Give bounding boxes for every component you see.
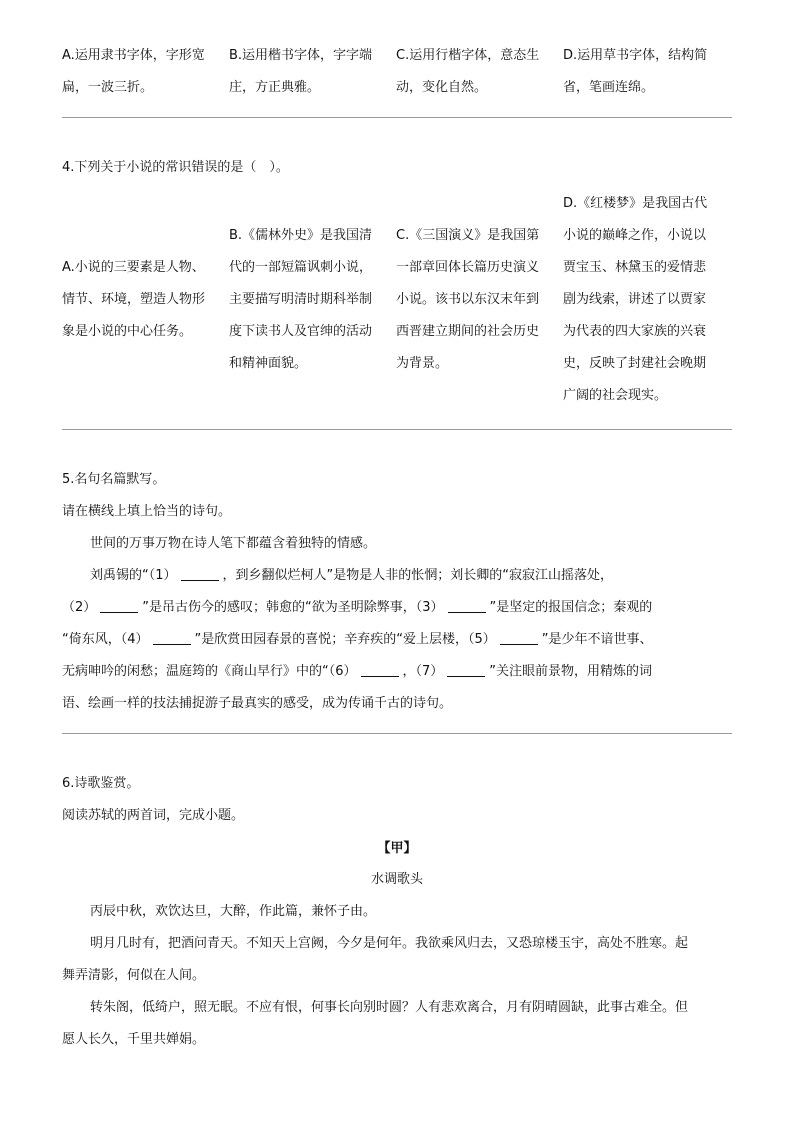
q6-title: 6.诗歌鉴赏。 xyxy=(62,776,140,791)
q5-passage-line: 刘禹锡的“（1） ，到乡翻似烂柯人”是物是人非的怅惘；刘长卿的“寂寂江山摇落处， xyxy=(90,568,613,583)
answer-blank-4[interactable] xyxy=(153,630,191,645)
answer-blank-5[interactable] xyxy=(500,630,538,645)
q5-instruction: 请在横线上填上恰当的诗句。 xyxy=(62,504,232,519)
answer-blank-1[interactable] xyxy=(181,566,219,581)
q4-option-d[interactable]: D.《红楼梦》是我国古代 小说的巅峰之作，小说以 贾宝玉、林黛玉的爱情悲 剧为线索，讲述了以贾家 为代表的四大家族的兴衰 史，反映了封建社会晚期 广阔的社会现实。 xyxy=(563,196,708,403)
q3-option-a[interactable]: A.运用隶书字体，字形宽 扁，一波三折。 xyxy=(62,48,205,95)
q5-passage-line: （2） ”是吊古伤今的感叹；韩愈的“欲为圣明除弊事，（3） ”是坚定的报国信念；秦观的 xyxy=(62,600,653,615)
q5-intro: 世间的万事万物在诗人笔下都蕴含着独特的情感。 xyxy=(90,536,377,551)
q3-option-b[interactable]: B.运用楷书字体，字字端 庄，方正典雅。 xyxy=(229,48,373,95)
q3-option-d[interactable]: D.运用草书字体，结构简 省，笔画连绵。 xyxy=(563,48,708,95)
q3-options xyxy=(62,40,732,104)
q4-options xyxy=(62,188,732,412)
poem-line: 舞弄清影，何似在人间。 xyxy=(62,968,206,983)
q5-title: 5.名句名篇默写。 xyxy=(62,472,166,487)
answer-blank-3[interactable] xyxy=(448,598,486,613)
answer-blank-2[interactable] xyxy=(100,598,138,613)
poem-preface: 丙辰中秋，欢饮达旦，大醉，作此篇，兼怀子由。 xyxy=(90,904,377,919)
poem-label: 【甲】 xyxy=(377,841,417,856)
poem-line: 明月几时有，把酒问青天。不知天上宫阙，今夕是何年。我欲乘风归去，又恐琼楼玉宇，高处不胜寒。起 xyxy=(90,936,689,951)
q4-option-c[interactable]: C.《三国演义》是我国第 一部章回体长篇历史演义 小说。该书以东汉末年到 西晋建立期间的社会历史 为背景。 xyxy=(396,228,540,371)
q4-option-a[interactable]: A.小说的三要素是人物、 情节、环境，塑造人物形 象是小说的中心任务。 xyxy=(62,260,206,339)
answer-blank-6[interactable] xyxy=(361,662,399,677)
q5-passage-line: “倚东风，（4） ”是欣赏田园春景的喜悦；辛弃疾的“爱上层楼，（5） ”是少年不谙世事、 xyxy=(62,632,653,647)
q6-instruction: 阅读苏轼的两首词，完成小题。 xyxy=(62,808,245,823)
poem-title: 水调歌头 xyxy=(370,872,423,887)
divider xyxy=(62,429,732,430)
q5-passage-line: 无病呻吟的闲愁；温庭筠的《商山早行》中的“（6） ，（7） ”关注眼前景物，用精炼的词 xyxy=(62,664,653,679)
q3-option-c[interactable]: C.运用行楷字体，意态生 动，变化自然。 xyxy=(396,48,540,95)
answer-blank-7[interactable] xyxy=(447,662,485,677)
q4-stem: 4.下列关于小说的常识错误的是（ ）。 xyxy=(62,160,289,175)
poem-line: 转朱阁，低绮户，照无眠。不应有恨，何事长向别时圆？人有悲欢离合，月有阴晴圆缺，此事古难全。但 xyxy=(90,1000,689,1015)
poem-line: 愿人长久，千里共婵娟。 xyxy=(62,1032,206,1047)
q5-passage-line: 语、绘画一样的技法捕捉游子最真实的感受，成为传诵千古的诗句。 xyxy=(62,696,453,711)
q4-option-b[interactable]: B.《儒林外史》是我国清 代的一部短篇讽刺小说， 主要描写明清时期科举制 度下读书人及官绅的活动 和精神面貌。 xyxy=(229,228,373,371)
divider xyxy=(62,733,732,734)
divider xyxy=(62,117,732,118)
